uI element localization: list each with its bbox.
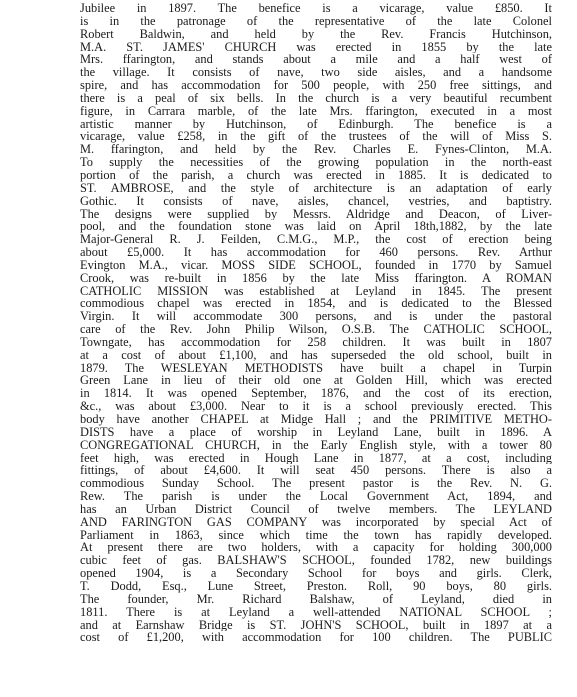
text-line: Mrs. ffarington, and stands about a mile and a half west of <box>80 53 552 67</box>
text-line: the village. It consists of nave, two side aisles, and a handsome <box>80 66 552 80</box>
text-line: is in the patronage of the representative of the late Colonel <box>80 14 552 28</box>
text-line: fittings, of about £4,600. It will seat 450 persons. There is also a <box>80 464 552 478</box>
text-line: Virgin. It will accommodate 300 persons, and is under the pastoral <box>80 310 552 324</box>
text-line: To supply the necessities of the growing population in the north-east <box>80 156 552 169</box>
text-line: Towngate, has accommodation for 258 children. It was built in 1807 <box>80 335 552 349</box>
text-line: commodious chapel was erected in 1854, and is dedicated to the Blessed <box>80 297 552 311</box>
text-line: in 1814. It was opened September, 1876, and the cost of its erection, <box>80 387 552 401</box>
text-line: 1879. The WESLEYAN METHODISTS have built a chapel in Turpin <box>80 361 552 375</box>
text-line: Crook, was re-built in 1856 by the late Miss ffarington. A ROMAN <box>80 271 552 285</box>
text-line: spire, and has accommodation for 500 people, with 250 free sittings, and <box>80 79 552 92</box>
text-line: DISTS have a place of worship in Leyland Lane, built in 1896. A <box>80 425 552 439</box>
text-line: care of the Rev. John Philip Wilson, O.S.B. The CATHOLIC SCHOOL, <box>80 323 552 336</box>
text-line: AND FARINGTON GAS COMPANY was incorporated by special Act of <box>80 515 552 529</box>
text-line: Evington M.A., vicar. MOSS SIDE SCHOOL, founded in 1770 by Samuel <box>80 258 552 272</box>
text-line: Green Lane in lieu of their old one at Golden Hill, which was erected <box>80 374 552 388</box>
document-page <box>80 2 552 692</box>
text-line: The founder, Mr. Richard Balshaw, of Leyland, died in <box>80 592 552 606</box>
text-line: portion of the parish, a church was erected in 1885. It is dedicated to <box>80 168 552 182</box>
text-line: feet high, was erected in Hough Lane in 1877, at a cost, including <box>80 451 552 465</box>
text-line: &c., was about £3,000. Near to it is a school previously erected. This <box>80 400 552 413</box>
text-line: CONGREGATIONAL CHURCH, in the Early English style, with a tower 80 <box>80 438 552 452</box>
text-line: figure, in Carrara marble, of the late Mrs. ffarington, executed in a most <box>80 104 552 118</box>
text-line: At present there are two holders, with a capacity for holding 300,000 <box>80 541 552 555</box>
text-line: and at Earnshaw Bridge is ST. JOHN'S SCHOOL, built in 1897 at a <box>80 618 552 632</box>
text-line: has an Urban District Council of twelve members. The LEYLAND <box>80 502 552 516</box>
text-line: M.A. ST. JAMES' CHURCH was erected in 1855 by the late <box>80 40 552 54</box>
text-line: Robert Baldwin, and held by the Rev. Francis Hutchinson, <box>80 27 552 41</box>
text-line: CATHOLIC MISSION was established at Leyland in 1845. The present <box>80 284 552 298</box>
text-line: pool, and the foundation stone was laid on April 18th,1882, by the late <box>80 220 552 234</box>
text-line: Major-General R. J. Feilden, C.M.G., M.P., the cost of erection being <box>80 233 552 247</box>
text-line: commodious Sunday School. The present pastor is the Rev. N. G. <box>80 477 552 491</box>
text-line: Rew. The parish is under the Local Government Act, 1894, and <box>80 490 552 503</box>
text-line: Jubilee in 1897. The benefice is a vicarage, value £850. It <box>80 2 552 15</box>
body-text <box>80 2 552 644</box>
text-line: there is a peal of six bells. In the church is a very beautiful recumbent <box>80 91 552 105</box>
text-line: at a cost of about £1,100, and has superseded the old school, built in <box>80 348 552 362</box>
text-line: opened 1904, is a Secondary School for boys and girls. Clerk, <box>80 567 552 580</box>
text-line: M. ffarington, and held by the Rev. Charles E. Fynes-Clinton, M.A. <box>80 143 552 157</box>
text-line: ST. AMBROSE, and the style of architecture is an adaptation of early <box>80 181 552 195</box>
text-line: The designs were supplied by Messrs. Aldridge and Deacon, of Liver- <box>80 207 552 221</box>
text-line: body have another CHAPEL at Midge Hall ; and the PRIMITIVE METHO- <box>80 413 552 426</box>
text-line: cubic feet of gas. BALSHAW'S SCHOOL, founded 1782, new buildings <box>80 554 552 568</box>
text-line: vicarage, value £258, in the gift of the trustees of the will of Miss S. <box>80 130 552 144</box>
text-line: Gothic. It consists of nave, aisles, chancel, vestries, and baptistry. <box>80 194 552 208</box>
text-line: about £5,000. It has accommodation for 460 persons. Rev. Arthur <box>80 246 552 259</box>
text-line: Parliament in 1863, since which time the town has rapidly developed. <box>80 528 552 542</box>
text-line: artistic manner by Hutchinson, of Edinburgh. The benefice is a <box>80 117 552 131</box>
text-line: T. Dodd, Esq., Lune Street, Preston. Roll, 90 boys, 80 girls. <box>80 579 552 593</box>
text-line: 1811. There is at Leyland a well-attended NATIONAL SCHOOL ; <box>80 605 552 619</box>
text-line: cost of £1,200, with accommodation for 100 children. The PUBLIC <box>80 631 552 645</box>
